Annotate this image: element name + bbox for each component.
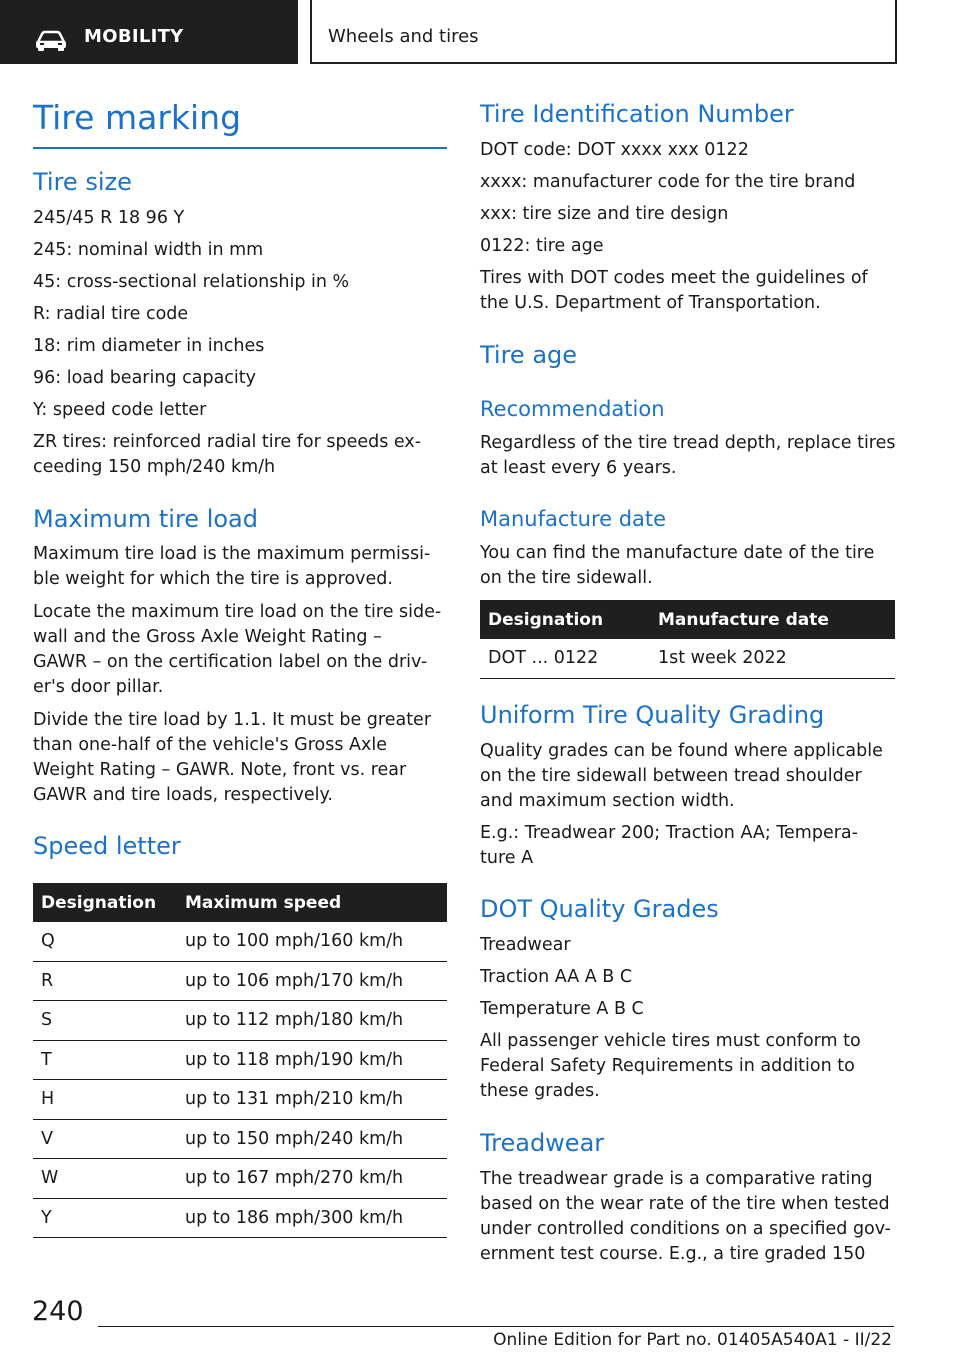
- text-line: Regardless of the tire tread depth, replace tires: [480, 433, 896, 453]
- section-tab: [0, 0, 298, 64]
- recommendation-paragraph: [480, 431, 896, 481]
- text-line: GAWR and tire loads, respectively.: [33, 785, 333, 805]
- heading-tire-size: Tire size: [33, 168, 132, 196]
- text-line: and maximum section width.: [480, 791, 735, 811]
- heading-speed-letter: Speed letter: [33, 832, 181, 860]
- tire-size-line: 96: load bearing capacity: [33, 368, 256, 388]
- heading-dot-grades: DOT Quality Grades: [480, 895, 719, 923]
- heading-tin: Tire Identification Number: [480, 100, 794, 128]
- table-row: [33, 922, 447, 961]
- text-line: ZR tires: reinforced radial tire for speeds ex-: [33, 432, 422, 452]
- cell-designation: Q: [33, 922, 177, 961]
- col-header-designation: Designation: [480, 600, 650, 639]
- edition-note: Online Edition for Part no. 01405A540A1 - II/22: [493, 1330, 892, 1350]
- cell-designation: V: [33, 1119, 177, 1159]
- page-title: Tire marking: [33, 98, 242, 137]
- heading-treadwear: Treadwear: [480, 1129, 605, 1157]
- max-load-paragraph-2: [33, 600, 441, 700]
- dot-grades-paragraph: [480, 1029, 861, 1104]
- text-line: ernment test course. E.g., a tire graded 150: [480, 1244, 866, 1264]
- text-line: ture A: [480, 848, 534, 868]
- cell-speed: up to 131 mph/210 km/h: [177, 1080, 447, 1120]
- page-number: 240: [32, 1296, 84, 1327]
- tire-size-line: Y: speed code letter: [33, 400, 207, 420]
- cell-speed: up to 150 mph/240 km/h: [177, 1119, 447, 1159]
- cell-speed: up to 100 mph/160 km/h: [177, 922, 447, 961]
- table-header-row: [480, 600, 895, 639]
- cell-designation: W: [33, 1159, 177, 1199]
- cell-designation: T: [33, 1040, 177, 1080]
- chapter-title: Wheels and tires: [328, 26, 479, 47]
- heading-max-load: Maximum tire load: [33, 505, 258, 533]
- text-line: Weight Rating – GAWR. Note, front vs. rear: [33, 760, 407, 780]
- title-rule: [33, 147, 447, 149]
- tire-size-line: 245: nominal width in mm: [33, 240, 264, 260]
- cell-designation: R: [33, 961, 177, 1001]
- section-label: MOBILITY: [84, 26, 184, 47]
- table-row: [33, 1080, 447, 1120]
- table-row: [33, 1119, 447, 1159]
- cell-speed: up to 167 mph/270 km/h: [177, 1159, 447, 1199]
- text-line: Maximum tire load is the maximum permissi-: [33, 544, 431, 564]
- manufacture-date-table: [480, 600, 895, 679]
- text-line: GAWR – on the certification label on the driv-: [33, 652, 428, 672]
- text-line: You can find the manufacture date of the tire: [480, 543, 875, 563]
- cell-speed: up to 186 mph/300 km/h: [177, 1198, 447, 1238]
- tire-size-line: 18: rim diameter in inches: [33, 336, 265, 356]
- text-line: Locate the maximum tire load on the tire side-: [33, 602, 442, 622]
- heading-manufacture-date: Manufacture date: [480, 507, 667, 531]
- table-row: [33, 1198, 447, 1238]
- col-header-max-speed: Maximum speed: [177, 883, 447, 922]
- text-line: under controlled conditions on a specified gov-: [480, 1219, 891, 1239]
- tin-line: DOT code: DOT xxxx xxx 0122: [480, 140, 749, 160]
- tire-size-line: 245/45 R 18 96 Y: [33, 208, 185, 228]
- table-row: [33, 1159, 447, 1199]
- text-line: ceeding 150 mph/240 km/h: [33, 457, 276, 477]
- max-load-paragraph-3: [33, 708, 431, 808]
- treadwear-paragraph: [480, 1167, 891, 1267]
- text-line: on the tire sidewall.: [480, 568, 653, 588]
- text-line: on the tire sidewall between tread shoulder: [480, 766, 862, 786]
- table-row: [480, 639, 895, 678]
- text-line: The treadwear grade is a comparative rating: [480, 1169, 873, 1189]
- text-line: Tires with DOT codes meet the guidelines of: [480, 268, 868, 288]
- text-line: the U.S. Department of Transportation.: [480, 293, 821, 313]
- zr-paragraph: [33, 430, 421, 480]
- cell-designation: S: [33, 1001, 177, 1041]
- col-header-designation: Designation: [33, 883, 177, 922]
- chapter-tab: [310, 0, 897, 64]
- text-line: All passenger vehicle tires must conform to: [480, 1031, 861, 1051]
- text-line: at least every 6 years.: [480, 458, 677, 478]
- text-line: Quality grades can be found where applicable: [480, 741, 883, 761]
- tin-line: 0122: tire age: [480, 236, 604, 256]
- utqg-paragraph-1: [480, 739, 883, 814]
- max-load-paragraph-1: [33, 542, 430, 592]
- cell-speed: up to 106 mph/170 km/h: [177, 961, 447, 1001]
- heading-utqg: Uniform Tire Quality Grading: [480, 701, 825, 729]
- dot-grades-line: Treadwear: [480, 935, 571, 955]
- heading-recommendation: Recommendation: [480, 397, 665, 421]
- cell-designation: H: [33, 1080, 177, 1120]
- footer-rule: [98, 1326, 894, 1327]
- table-row: [33, 1001, 447, 1041]
- dot-grades-line: Traction AA A B C: [480, 967, 633, 987]
- text-line: based on the wear rate of the tire when tested: [480, 1194, 890, 1214]
- cell-manufacture-date: 1st week 2022: [650, 639, 895, 678]
- heading-tire-age: Tire age: [480, 341, 578, 369]
- cell-designation: Y: [33, 1198, 177, 1238]
- cell-speed: up to 118 mph/190 km/h: [177, 1040, 447, 1080]
- text-line: ble weight for which the tire is approved.: [33, 569, 393, 589]
- cell-speed: up to 112 mph/180 km/h: [177, 1001, 447, 1041]
- tin-line: xxx: tire size and tire design: [480, 204, 729, 224]
- tire-size-line: 45: cross-sectional relationship in %: [33, 272, 350, 292]
- text-line: Divide the tire load by 1.1. It must be greater: [33, 710, 432, 730]
- car-icon: [34, 30, 68, 52]
- text-line: wall and the Gross Axle Weight Rating –: [33, 627, 382, 647]
- tin-line: xxxx: manufacturer code for the tire brand: [480, 172, 856, 192]
- utqg-paragraph-2: [480, 821, 858, 871]
- cell-designation: DOT ... 0122: [480, 639, 650, 678]
- dot-grades-line: Temperature A B C: [480, 999, 644, 1019]
- table-header-row: [33, 883, 447, 922]
- text-line: than one-half of the vehicle's Gross Axle: [33, 735, 387, 755]
- text-line: E.g.: Treadwear 200; Traction AA; Tempera-: [480, 823, 858, 843]
- text-line: these grades.: [480, 1081, 600, 1101]
- text-line: Federal Safety Requirements in addition to: [480, 1056, 855, 1076]
- tin-paragraph: [480, 266, 868, 316]
- tire-size-line: R: radial tire code: [33, 304, 189, 324]
- table-row: [33, 1040, 447, 1080]
- col-header-manufacture-date: Manufacture date: [650, 600, 895, 639]
- table-row: [33, 961, 447, 1001]
- manufacture-paragraph: [480, 541, 874, 591]
- speed-table: [33, 883, 447, 1238]
- text-line: er's door pillar.: [33, 677, 164, 697]
